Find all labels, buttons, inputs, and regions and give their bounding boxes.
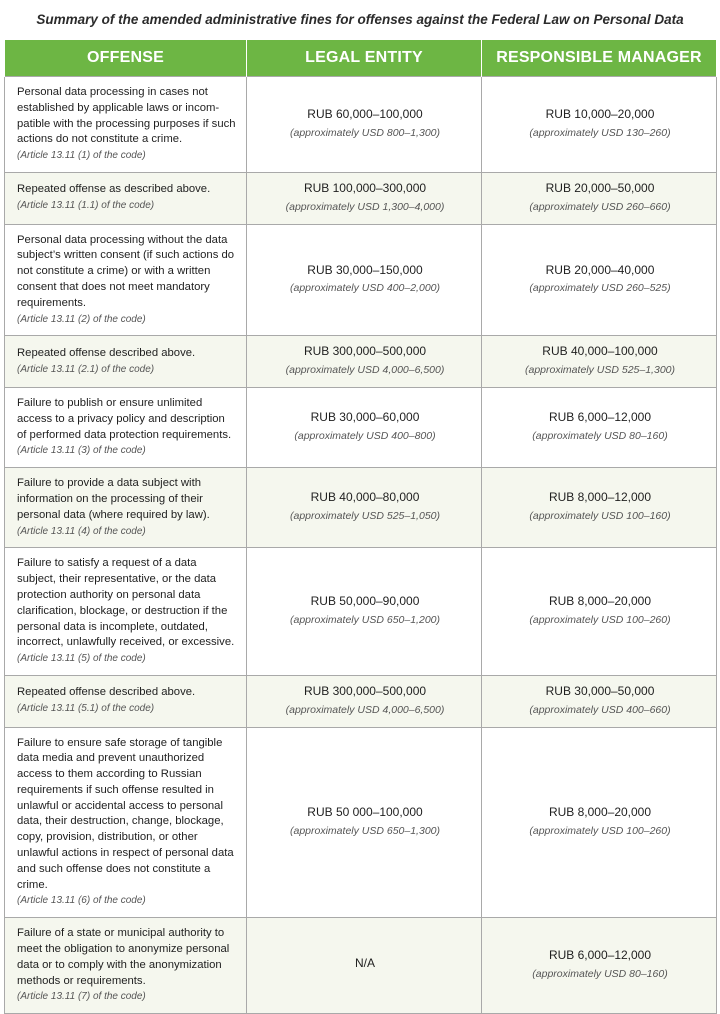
manager-fine-usd: (approximately USD 100–260) [529, 824, 671, 837]
article-reference: (Article 13.11 (2) of the code) [17, 313, 146, 325]
legal-entity-fine: RUB 60,000–100,000 [307, 107, 423, 122]
legal-entity-fine-usd: (approximately USD 4,000–6,500) [285, 364, 445, 377]
manager-fine: RUB 20,000–40,000 [545, 262, 655, 277]
legal-entity-fine-usd: (approximately USD 4,000–6,500) [285, 703, 445, 716]
offense-text: Failure to satisfy a request of a data subject, their representative, or the data protection authority on personal data clarification, blockage, or destruction if the personal data is incomplete, outdated, incorrect, unlawfully received, or excessive. [17, 557, 235, 649]
manager-fine: RUB 40,000–100,000 [542, 344, 658, 359]
legal-entity-fine: RUB 30,000–150,000 [307, 262, 423, 277]
manager-cell [482, 172, 717, 224]
manager-fine-usd: (approximately USD 260–525) [529, 282, 671, 295]
offense-text: Repeated offense described above. [17, 346, 196, 359]
legal-entity-fine: RUB 100,000–300,000 [303, 180, 427, 195]
header-row [5, 40, 717, 77]
header-responsible-manager: RESPONSIBLE MANAGER [482, 40, 717, 77]
table-row [5, 77, 717, 173]
manager-fine-usd: (approximately USD 100–160) [529, 510, 671, 523]
offense-text: Failure of a state or municipal authority to meet the obligation to anonymize personal data or to comply with the anonymization methods or requirements. [17, 927, 230, 987]
legal-entity-fine: RUB 300,000–500,000 [303, 344, 427, 359]
fines-table [4, 40, 717, 1014]
legal-entity-fine-usd: (approximately USD 1,300–4,000) [285, 200, 445, 213]
table-row [5, 727, 717, 918]
legal-entity-fine: RUB 50,000–90,000 [310, 594, 420, 609]
article-reference: (Article 13.11 (1) of the code) [17, 150, 146, 162]
manager-cell [482, 336, 717, 388]
offense-text: Repeated offense described above. [17, 686, 196, 699]
offense-cell [5, 172, 247, 224]
legal-entity-fine-usd: (approximately USD 800–1,300) [290, 126, 440, 139]
article-reference: (Article 13.11 (3) of the code) [17, 445, 146, 457]
offense-cell [5, 548, 247, 676]
table-row [5, 675, 717, 727]
manager-fine-usd: (approximately USD 260–660) [529, 200, 671, 213]
legal-entity-fine-usd: (approximately USD 650–1,300) [290, 824, 440, 837]
manager-fine: RUB 8,000–20,000 [548, 594, 652, 609]
manager-fine-usd: (approximately USD 130–260) [529, 126, 671, 139]
legal-entity-fine: RUB 30,000–60,000 [310, 410, 420, 425]
manager-cell [482, 918, 717, 1014]
offense-cell [5, 918, 247, 1014]
offense-cell [5, 224, 247, 336]
legal-entity-cell [247, 336, 482, 388]
legal-entity-cell [247, 548, 482, 676]
legal-entity-cell [247, 172, 482, 224]
manager-fine: RUB 6,000–12,000 [548, 948, 652, 963]
article-reference: (Article 13.11 (1.1) of the code) [17, 200, 155, 212]
header-offense: OFFENSE [5, 40, 247, 77]
offense-text: Failure to provide a data subject with information on the processing of their personal data (where required by law). [17, 477, 210, 521]
legal-entity-fine: N/A [354, 956, 375, 971]
manager-fine-usd: (approximately USD 80–160) [532, 968, 668, 981]
legal-entity-cell [247, 224, 482, 336]
legal-entity-cell [247, 727, 482, 918]
manager-fine-usd: (approximately USD 525–1,300) [525, 364, 675, 377]
offense-cell [5, 77, 247, 173]
article-reference: (Article 13.11 (6) of the code) [17, 895, 146, 907]
manager-fine-usd: (approximately USD 100–260) [529, 614, 671, 627]
offense-text: Repeated offense as described above. [17, 183, 211, 196]
manager-cell [482, 468, 717, 548]
legal-entity-cell [247, 468, 482, 548]
offense-text: Personal data processing in cases not established by applicable laws or incom-patible with the processing purposes if such actions do not constitute a crime. [17, 86, 236, 146]
article-reference: (Article 13.11 (5.1) of the code) [17, 703, 155, 715]
offense-text: Failure to ensure safe storage of tangible data media and prevent unauthorized access to them according to Russian requirements if such offense resulted in unlawful or accidental access to personal data, their destruction, change, blockage, copy, provision, distribution, or other unlawful actions in respect of personal data and such offense does not constitute a crime. [17, 736, 234, 891]
offense-text: Failure to publish or ensure unlimited access to a privacy policy and description of performed data protection requirements. [17, 396, 232, 441]
article-reference: (Article 13.11 (4) of the code) [17, 525, 146, 537]
table-row [5, 224, 717, 336]
manager-fine: RUB 10,000–20,000 [545, 107, 655, 122]
offense-cell [5, 675, 247, 727]
legal-entity-fine-usd: (approximately USD 400–2,000) [290, 282, 440, 295]
legal-entity-fine: RUB 50 000–100,000 [307, 805, 423, 820]
table-caption: Summary of the amended administrative fines for offenses against the Federal Law on Personal Data [36, 12, 684, 27]
manager-fine: RUB 6,000–12,000 [548, 410, 652, 425]
offense-cell [5, 387, 247, 467]
offense-cell [5, 727, 247, 918]
manager-fine-usd: (approximately USD 80–160) [532, 430, 668, 443]
offense-text: Personal data processing without the data subject’s written consent (if such actions do not constitute a crime) or with a written consent that does not meet mandatory requirements. [17, 233, 235, 309]
table-row [5, 548, 717, 676]
legal-entity-fine: RUB 40,000–80,000 [310, 490, 420, 505]
manager-fine-usd: (approximately USD 400–660) [529, 703, 671, 716]
legal-entity-fine-usd: (approximately USD 400–800) [294, 430, 436, 443]
article-reference: (Article 13.11 (7) of the code) [17, 991, 146, 1003]
table-row [5, 172, 717, 224]
manager-fine: RUB 8,000–20,000 [548, 805, 652, 820]
table-row [5, 387, 717, 467]
manager-fine: RUB 8,000–12,000 [548, 490, 652, 505]
table-row [5, 336, 717, 388]
offense-cell [5, 468, 247, 548]
table-row [5, 468, 717, 548]
offense-cell [5, 336, 247, 388]
legal-entity-fine: RUB 300,000–500,000 [303, 683, 427, 698]
table-row [5, 918, 717, 1014]
manager-cell [482, 387, 717, 467]
legal-entity-cell [247, 675, 482, 727]
manager-fine: RUB 20,000–50,000 [545, 180, 655, 195]
manager-cell [482, 548, 717, 676]
manager-cell [482, 727, 717, 918]
manager-cell [482, 77, 717, 173]
manager-cell [482, 224, 717, 336]
header-legal-entity: LEGAL ENTITY [247, 40, 482, 77]
legal-entity-fine-usd: (approximately USD 525–1,050) [290, 510, 440, 523]
article-reference: (Article 13.11 (2.1) of the code) [17, 363, 155, 375]
legal-entity-cell [247, 918, 482, 1014]
legal-entity-fine-usd: (approximately USD 650–1,200) [290, 614, 440, 627]
manager-cell [482, 675, 717, 727]
article-reference: (Article 13.11 (5) of the code) [17, 653, 146, 665]
manager-fine: RUB 30,000–50,000 [545, 683, 655, 698]
legal-entity-cell [247, 387, 482, 467]
legal-entity-cell [247, 77, 482, 173]
